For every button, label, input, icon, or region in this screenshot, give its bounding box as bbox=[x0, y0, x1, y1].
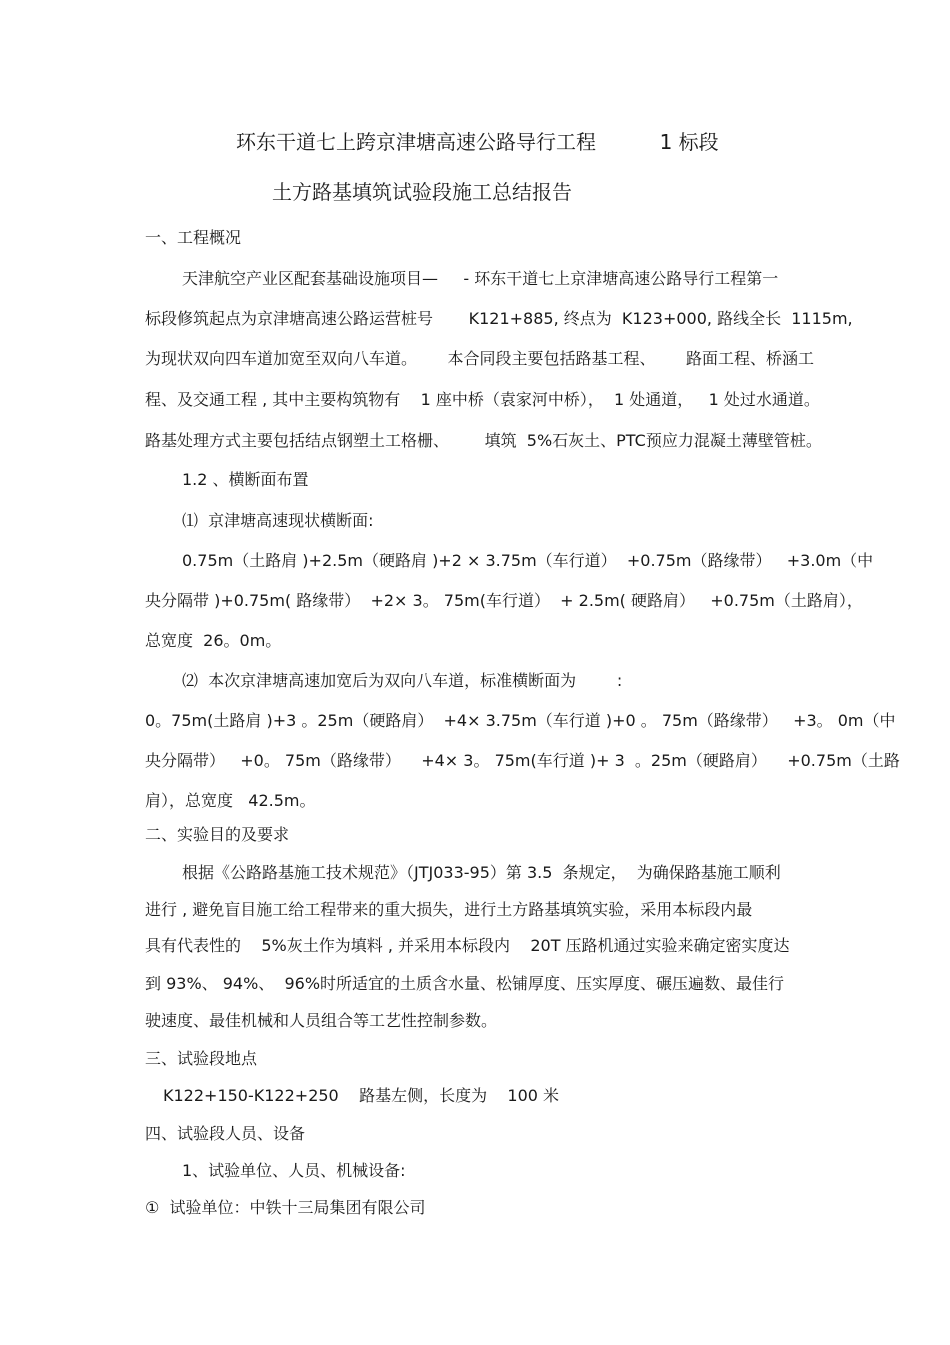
section-heading: 四、试验段人员、设备 bbox=[145, 1124, 306, 1143]
paragraph-line: 进行 , 避免盲目施工给工程带来的重大损失，进行土方路基填筑实验，采用本标段内最 bbox=[145, 900, 753, 919]
paragraph-line: 肩），总宽度 42.5m。 bbox=[145, 791, 316, 810]
section-heading: 一、工程概况 bbox=[145, 228, 242, 247]
title-line-2: 土方路基填筑试验段施工总结报告 bbox=[272, 180, 572, 204]
paragraph-line: 央分隔带 )+0.75m( 路缘带） +2× 3。 75m(车行道） + 2.5m( 硬路肩） +0.75m（土路肩）， bbox=[145, 591, 863, 610]
section-heading: 三、试验段地点 bbox=[145, 1049, 258, 1068]
paragraph-line: 0.75m（土路肩 )+2.5m（硬路肩 )+2 × 3.75m（车行道） +0.75m（路缘带） +3.0m（中 bbox=[182, 551, 874, 570]
paragraph-line: 为现状双向四车道加宽至双向八车道。 本合同段主要包括路基工程、 路面工程、桥涵工 bbox=[145, 349, 815, 368]
list-item-heading: ⑴ 京津塘高速现状横断面: bbox=[182, 511, 374, 530]
paragraph-line: K122+150-K122+250 路基左侧，长度为 100 米 bbox=[163, 1086, 560, 1105]
paragraph-line: 路基处理方式主要包括结点钢塑土工格栅、 填筑 5%石灰土、PTC预应力混凝土薄壁管桩。 bbox=[145, 431, 822, 450]
title-line-1: 环东干道七上跨京津塘高速公路导行工程 1 标段 bbox=[236, 130, 719, 154]
paragraph-line: 根据《公路路基施工技术规范》（JTJ033-95）第 3.5 条规定， 为确保路基施工顺利 bbox=[182, 863, 781, 882]
paragraph-line: 天津航空产业区配套基础设施项目— - 环东干道七上京津塘高速公路导行工程第一 bbox=[182, 269, 779, 288]
list-item-heading: ⑵ 本次京津塘高速加宽后为双向八车道，标准横断面为 : bbox=[182, 671, 623, 690]
paragraph-line: 总宽度 26。0m。 bbox=[145, 631, 282, 650]
subsection-heading: 1.2 、横断面布置 bbox=[182, 470, 309, 489]
paragraph-line: 0。75m(土路肩 )+3 。25m（硬路肩） +4× 3.75m（车行道 )+0 。 75m（路缘带） +3。 0m（中 bbox=[145, 711, 896, 730]
paragraph-line: 程、及交通工程 , 其中主要构筑物有 1 座中桥（袁家河中桥）， 1 处通道， 1 处过水通道。 bbox=[145, 390, 820, 409]
paragraph-line: 标段修筑起点为京津塘高速公路运营桩号 K121+885, 终点为 K123+000, 路线全长 1115m, bbox=[145, 309, 853, 328]
paragraph-line: 驶速度、最佳机械和人员组合等工艺性控制参数。 bbox=[145, 1011, 498, 1030]
section-heading: 二、实验目的及要求 bbox=[145, 825, 290, 844]
list-item: ① 试验单位：中铁十三局集团有限公司 bbox=[145, 1198, 426, 1217]
paragraph-line: 到 93%、 94%、 96%时所适宜的土质含水量、松铺厚度、压实厚度、碾压遍数、最佳行 bbox=[145, 974, 785, 993]
paragraph-line: 具有代表性的 5%灰土作为填料 , 并采用本标段内 20T 压路机通过实验来确定密实度达 bbox=[145, 936, 790, 955]
paragraph-line: 央分隔带） +0。 75m（路缘带） +4× 3。 75m(车行道 )+ 3 。25m（硬路肩） +0.75m（土路 bbox=[145, 751, 900, 770]
list-item-heading: 1、试验单位、人员、机械设备: bbox=[182, 1161, 406, 1180]
